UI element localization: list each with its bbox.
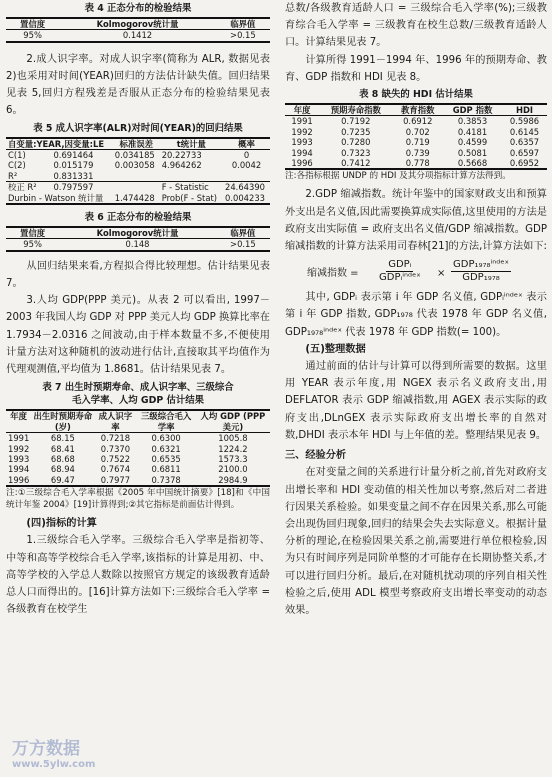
table8-caption: 表 8 缺失的 HDI 估计结果 [359, 89, 473, 101]
table7-cell: 68.94 [50, 464, 75, 475]
paragraph-fit: 从回归结果来看,方程拟合得比较理想。估计结果见表 7。 [6, 260, 270, 290]
table4-header: 临界值 [230, 19, 256, 29]
table7-cell: 0.6811 [151, 464, 181, 475]
heading-tidy-data: (五)整理数据 [305, 343, 366, 355]
table8-header: 预期寿命指数 [330, 105, 381, 116]
table8-cell: 0.719 [405, 137, 430, 148]
table8-cell: 0.778 [405, 158, 430, 169]
table5-header: 自变量:YEAR,因变量:LE [8, 138, 105, 149]
table6-header: 临界值 [230, 228, 256, 239]
table6-cell: 95% [23, 239, 42, 250]
table5-cell: 1.474428 [114, 192, 155, 203]
table7-header: 人均 GDP (PPP 美元) [200, 411, 266, 432]
table5-cell: F - Statistic [161, 182, 209, 193]
table8-cell: 0.7235 [341, 126, 371, 137]
table5-cell: 0.004233 [225, 192, 265, 203]
table7-cell: 1996 [8, 474, 30, 485]
table8-grid [285, 103, 547, 170]
table4-cell: 95% [23, 30, 42, 41]
formula-numerator-2: GDP₁₉₇₈ⁱⁿᵈᵉˣ [453, 259, 509, 271]
table5-grid [6, 137, 270, 205]
table5-header: 标准误差 [119, 138, 153, 149]
table5-cell: 0.691464 [53, 150, 94, 161]
table7-cell: 0.7370 [100, 443, 131, 454]
table8-cell: 0.7323 [341, 147, 371, 158]
table7-cell: 0.7977 [100, 474, 131, 485]
table7-caption-line2: 毛入学率、人均 GDP 估计结果 [71, 395, 204, 407]
table4-caption: 表 4 正态分布的检验结果 [84, 3, 192, 14]
table7-cell: 0.6300 [151, 433, 181, 444]
formula-times: × [437, 268, 446, 280]
table5-cell: 20.22733 [161, 150, 202, 161]
table5-cell: 0.015179 [53, 160, 94, 171]
table7-cell: 0.7522 [100, 453, 131, 464]
table6-caption: 表 6 正态分布的检验结果 [84, 212, 192, 224]
left-column [6, 0, 270, 618]
table8-cell: 0.6952 [509, 158, 540, 169]
table7-cell: 1573.3 [218, 453, 248, 464]
heading-calculation: (四)指标的计算 [26, 518, 97, 530]
table5-header: 概率 [238, 138, 255, 149]
table8-note: 注:各指标根据 UNDP 的 HDI 及其分项指标计算方法得到。 [285, 171, 511, 182]
table8-cell: 0.739 [405, 147, 430, 158]
table5-cell: 0.0042 [231, 160, 262, 171]
table7-cell: 68.15 [50, 433, 75, 444]
table4-grid [6, 17, 270, 43]
table8-cell: 1993 [291, 137, 313, 148]
table5-cell: Prob(F - Stat) [161, 192, 218, 203]
table7-cell: 0.7378 [151, 474, 181, 485]
table8-header: 教育指数 [401, 105, 435, 116]
table5-cell: C(2) [8, 160, 26, 171]
table8-cell: 1996 [291, 158, 313, 169]
table6-header: 置信度 [20, 228, 46, 239]
table5 [6, 122, 270, 205]
table5-caption: 表 5 成人识字率(ALR)对时间(YEAR)的回归结果 [33, 122, 243, 134]
table4-header: Kolmogorov统计量 [96, 19, 179, 29]
table8-cell: 0.5081 [457, 147, 488, 158]
table7-cell: 2984.9 [218, 474, 248, 485]
table5-cell: 校正 R² [8, 182, 37, 193]
table7-cell: 68.68 [50, 453, 75, 464]
table8-cell: 0.6597 [509, 147, 540, 158]
table8-cell: 0.5986 [509, 116, 540, 127]
watermark-line2: www.5ylw.com [12, 759, 96, 770]
table8-cell: 0.4181 [457, 126, 488, 137]
table7-cell: 1991 [8, 433, 30, 444]
table8-cell: 0.702 [405, 126, 430, 137]
table6 [6, 211, 270, 252]
table6-header: Kolmogorov统计量 [96, 228, 179, 239]
table7-cell: 0.7674 [100, 464, 131, 475]
paragraph-continued: 总数/各级教育适龄人口 = 三级综合毛入学率(%);三级教育综合毛入学率 = 三级教育在校生总数/三级教育适龄人口。计算结果见表 7。 [285, 3, 547, 49]
table7-cell: 1993 [8, 453, 30, 464]
table7-cell: 0.6321 [151, 443, 181, 454]
watermark-line1: 万方数据 [12, 739, 80, 759]
table8 [285, 88, 547, 182]
table5-cell: 0.034185 [114, 150, 155, 161]
table5-cell: 0.003058 [114, 160, 155, 171]
table7-cell: 1005.8 [218, 433, 248, 444]
table6-grid [6, 226, 270, 252]
right-column [285, 0, 547, 619]
deflator-formula [285, 257, 547, 287]
table8-cell: 0.5668 [457, 158, 488, 169]
table5-cell: 0 [243, 150, 250, 161]
paragraph-calc-results: 计算所得 1991－1994 年、1996 年的预期寿命、教育、GDP 指数和 HDI 见表 8。 [285, 54, 547, 83]
formula-label: 缩减指数 = [307, 268, 359, 280]
table7-header: 年度 [10, 411, 28, 422]
table7-caption-line1: 表 7 出生时预期寿命、成人识字率、三级综合 [42, 382, 234, 394]
table4-header: 置信度 [20, 19, 46, 29]
table7-grid [6, 409, 270, 487]
table7-cell: 2100.0 [218, 464, 248, 475]
table7-cell: 0.6535 [151, 453, 181, 464]
paragraph-gdp: 3.人均 GDP(PPP 美元)。从表 2 可以看出, 1997－2003 年我国人均 GDP 对 PPP 美元人均 GDP 换算比率在 1.7934－2.0316 之间波动,由于样本数量不多,不便使用计量方法对这种随机的波动进行估计,直接取其平均值作为代理观测值,平均值为 1.8681。估计结果见表 7。 [6, 295, 270, 376]
table7-cell: 0.7218 [100, 433, 131, 444]
formula-fraction-2 [451, 259, 511, 284]
table8-cell: 0.3853 [457, 116, 488, 127]
table5-cell: C(1) [8, 150, 26, 161]
table5-header: t统计量 [176, 138, 206, 149]
table8-cell: 0.6357 [509, 137, 540, 148]
formula-numerator-1: GDPᵢ [388, 259, 412, 271]
table8-header: HDI [515, 105, 534, 116]
table5-cell: 24.64390 [225, 182, 265, 193]
table7-cell: 69.47 [50, 474, 75, 485]
table5-cell: 0.797597 [53, 182, 94, 193]
table5-cell: 0.831331 [53, 170, 94, 181]
table4-cell: 0.1412 [122, 30, 153, 41]
paragraph-empirical-analysis: 在对变量之间的关系进行计量分析之前,首先对政府支出增长率和 HDI 变动值的相关性加以考察,然后对二者进行因果关系检验。如果变量之间不存在因果关系,那么可能会出现伪回归现象,回归的结果会失去实际意义。根据计量分析的理论,在检验因果关系之前,需要进行单位根检验,因为只有时间序列是同阶单整的才可能存在长期协整关系,才可以进行回归分析。最后,在对随机扰动项的序列自相关性检验之后,使用 ADL 模型考察政府支出增长率变动的动态效果。 [285, 467, 547, 616]
table7-cell: 68.41 [50, 443, 75, 454]
table7-header: 成人识字率 [98, 411, 133, 432]
table7-header: 三级综合毛入学率 [140, 411, 192, 432]
table7-note: 注:①三级综合毛入学率根据《2005 年中国统计摘要》[18]和《中国统计年鉴 2004》[19]计算得到;②其它指标是前面估计得到。 [6, 488, 270, 511]
formula-denominator-2: GDP₁₉₇₈ [462, 272, 500, 284]
table8-cell: 1994 [291, 147, 313, 158]
formula-denominator-1: GDPᵢⁱⁿᵈᵉˣ [379, 272, 421, 284]
table5-cell: Durbin - Watson 统计量 [8, 192, 104, 203]
table8-cell: 0.6145 [509, 126, 540, 137]
table7 [6, 381, 270, 511]
table7-cell: 1224.2 [218, 443, 248, 454]
table8-cell: 0.7192 [341, 116, 371, 127]
table8-cell: 1992 [291, 126, 313, 137]
table8-cell: 0.4599 [457, 137, 488, 148]
watermark-logo [12, 740, 95, 771]
table5-cell: R² [8, 170, 18, 181]
table8-header: 年度 [293, 105, 311, 116]
table7-header: 出生时预期寿命(岁) [33, 411, 93, 432]
table8-cell: 0.7412 [341, 158, 371, 169]
table6-cell: 0.148 [125, 239, 150, 250]
paragraph-alr: 2.成人识字率。对成人识字率(简称为 ALR, 数据见表 2)也采用对时间(YEAR)回归的方法估计缺失值。回归结果见表 5,回归方程残差是否服从正态分布的检验结果见表 6。 [6, 53, 270, 117]
table4 [6, 2, 270, 43]
paragraph-where: 其中, GDPᵢ 表示第 i 年 GDP 名义值, GDPᵢⁱⁿᵈᵉˣ 表示第 i 年 GDP 指数, GDP₁₉₇₈ 代表 1978 年 GDP 名义值, GDP₁₉₇₈ⁱⁿᵈᵉˣ 代表 1978 年 GDP 指数(= 100)。 [285, 292, 547, 338]
formula-fraction-1 [377, 259, 423, 284]
table4-cell: >0.15 [230, 30, 256, 41]
paragraph-deflator: 2.GDP 缩减指数。统计年鉴中的国家财政支出和预算外支出是名义值,因此需要换算成实际值,这里使用的方法是政府支出实际值 = 政府支出名义值/GDP 缩减指数。GDP 缩减指数的计算方法采用司春林[21]的方法,计算方法如下: [285, 189, 547, 253]
table5-cell: 4.964262 [161, 160, 202, 171]
table6-cell: >0.15 [230, 239, 256, 250]
heading-empirical-analysis: 三、经验分析 [285, 450, 347, 462]
table8-header: GDP 指数 [452, 105, 493, 116]
paragraph-tidy-data: 通过前面的估计与计算可以得到所需要的数据。这里用 YEAR 表示年度,用 NGEX 表示名义政府支出,用 DEFLATOR 表示 GDP 缩减指数,用 AGEX 表示实际的政府支出,DLnGEX 表示实际政府支出增长率的自然对数,DHDI 表示本年 HDI 与上年值的差。整理结果见表 9。 [285, 361, 547, 441]
table7-cell: 1994 [8, 464, 30, 475]
paragraph-enrolment: 1.三级综合毛入学率。三级综合毛入学率是指初等、中等和高等学校综合毛入学率,该指标的计算是用初、中、高等学校的入学总人数除以按照官方规定的该级教育适龄总人口而得出的。[16]计算方法如下:三级综合毛入学率 = 各级教育在校学生 [6, 535, 270, 616]
table7-cell: 1992 [8, 443, 30, 454]
table8-cell: 0.6912 [403, 116, 433, 127]
table8-cell: 1991 [291, 116, 313, 127]
table8-cell: 0.7280 [341, 137, 371, 148]
